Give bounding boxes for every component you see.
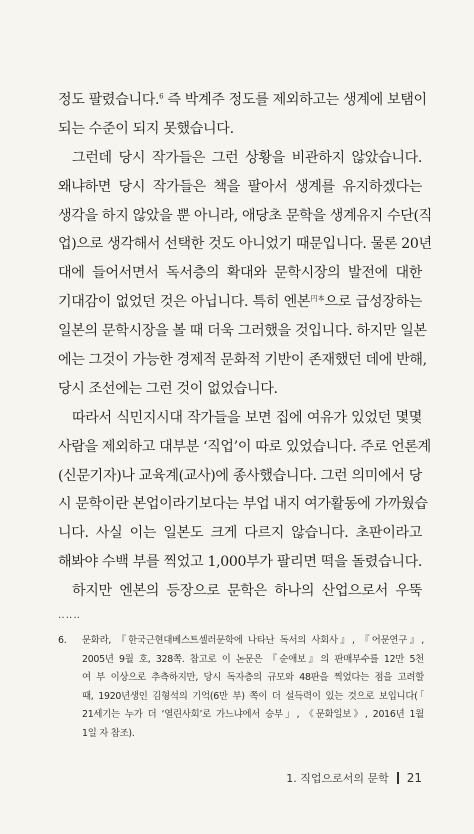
body-line (58, 490, 428, 519)
footnote-text: 때, 1920년생인 김형석의 기억(6만 부) 쪽이 더 설득력이 있는 것으로 보입니다(「 (82, 690, 424, 702)
body-line-text: 해봐야 수백 부를 찍었고 1,000부가 팔리면 떡을 돌렸습니다. (58, 554, 422, 571)
body-line-text: 니다. 사실 이는 일본도 크게 다르지 않습니다. 초판이라고 (58, 525, 422, 542)
body-line-text-cont: 으로 급성장하는 (324, 294, 423, 311)
body-line-text: 그런데 당시 작가들은 그런 상황을 비관하지 않았습니다. (72, 149, 422, 166)
footnote-line (58, 725, 424, 744)
footnote-text: 여 부 이상으로 추측하지만, 당시 독자층의 규모와 48판을 찍었다는 점을 고려할 (82, 672, 424, 683)
body-line (58, 259, 422, 288)
body-line (58, 462, 422, 491)
body-line-text: 에는 그것이 가능한 경제적 문화적 기반이 존재했던 데에 반해, (58, 352, 427, 369)
body-line (58, 173, 422, 202)
body-line (58, 375, 422, 404)
body-line-text: 당시 조선에는 그런 것이 없었습니다. (58, 380, 278, 397)
body-line (58, 202, 432, 231)
footnote (58, 632, 424, 743)
body-line-text: 대에 들어서면서 독서층의 확대와 문학시장의 발전에 대한 (58, 265, 422, 282)
body-line (58, 433, 431, 462)
superscript: 6 (159, 92, 164, 101)
body-line (58, 317, 427, 346)
body-line (58, 230, 432, 259)
body-line-text: 하지만 엔본의 등장으로 문학은 하나의 산업으로서 우뚝 (72, 583, 422, 600)
body-line (58, 288, 422, 317)
footnote-line (58, 669, 424, 688)
body-line (58, 346, 427, 375)
footnote-text: 문화라, 『한국근현대베스트셀러문학에 나타난 독서의 사회사』, 『어문연구』, (82, 635, 424, 646)
body-line (58, 519, 422, 548)
body-line-text: 일본의 문학시장을 볼 때 더욱 그러했을 것입니다. 하지만 일본 (58, 323, 427, 340)
body-line-text: 되는 수준이 되지 못했습니다. (58, 120, 234, 137)
body-line-text: (신문기자)나 교육계(교사)에 종사했습니다. 그런 의미에서 당 (58, 467, 422, 484)
footnote-number: 6. (58, 635, 67, 646)
body-line-text: 정도 팔렸습니다. (58, 92, 160, 108)
body-line (58, 115, 422, 144)
body-line-text: 왜냐하면 당시 작가들은 책을 팔아서 생계를 유지하겠다는 (58, 178, 422, 195)
body-line (58, 86, 427, 115)
body-line (58, 144, 422, 173)
footnote-line (58, 651, 424, 670)
body-line-text: 기대감이 없었던 것은 아닙니다. 특히 엔본 (58, 294, 311, 311)
body-text (58, 86, 432, 606)
footnote-line (58, 688, 424, 707)
body-line (58, 548, 422, 577)
body-line-text: 사람을 제외하고 대부분 ‘직업’이 따로 있었습니다. 주로 언론계 (58, 438, 431, 455)
body-line-text: 따라서 식민지시대 작가들을 보면 집에 여유가 있었던 몇몇 (72, 409, 422, 426)
footnote-line (58, 706, 424, 725)
footnote-separator: ‥‥‥ (58, 610, 82, 621)
footer-divider (397, 772, 399, 784)
body-line-text: 시 문학이란 본업이라기보다는 부업 내지 여가활동에 가까웠습 (58, 496, 428, 513)
body-line-text-cont: 즉 박계주 정도를 제외하고는 생계에 보탬이 (163, 92, 427, 108)
footnote-text: 21세기는 누가 더 ‘열린사회’로 가느냐에서 승부」, 《문화일보》, 2016년 1월 (82, 709, 424, 720)
footnote-text: 2005년 9월 호, 328쪽. 참고로 이 논문은 『순애보』의 판매부수를 12만 5천 (82, 653, 424, 665)
page-number: 21 (406, 771, 422, 785)
page-footer (286, 770, 422, 786)
footnote-line (58, 632, 424, 651)
body-line-text: 생각을 하지 않았을 뿐 아니라, 애당초 문학을 생계유지 수단(직 (58, 207, 432, 224)
footnote-text: 1일 자 참조). (82, 727, 135, 739)
superscript: 円本 (310, 294, 325, 303)
body-line-text: 업)으로 생각해서 선택한 것도 아니었기 때문입니다. 물론 20년 (58, 236, 432, 253)
chapter-title: 1. 직업으로서의 문학 (286, 772, 389, 785)
body-line (58, 577, 422, 606)
body-line (58, 404, 422, 433)
